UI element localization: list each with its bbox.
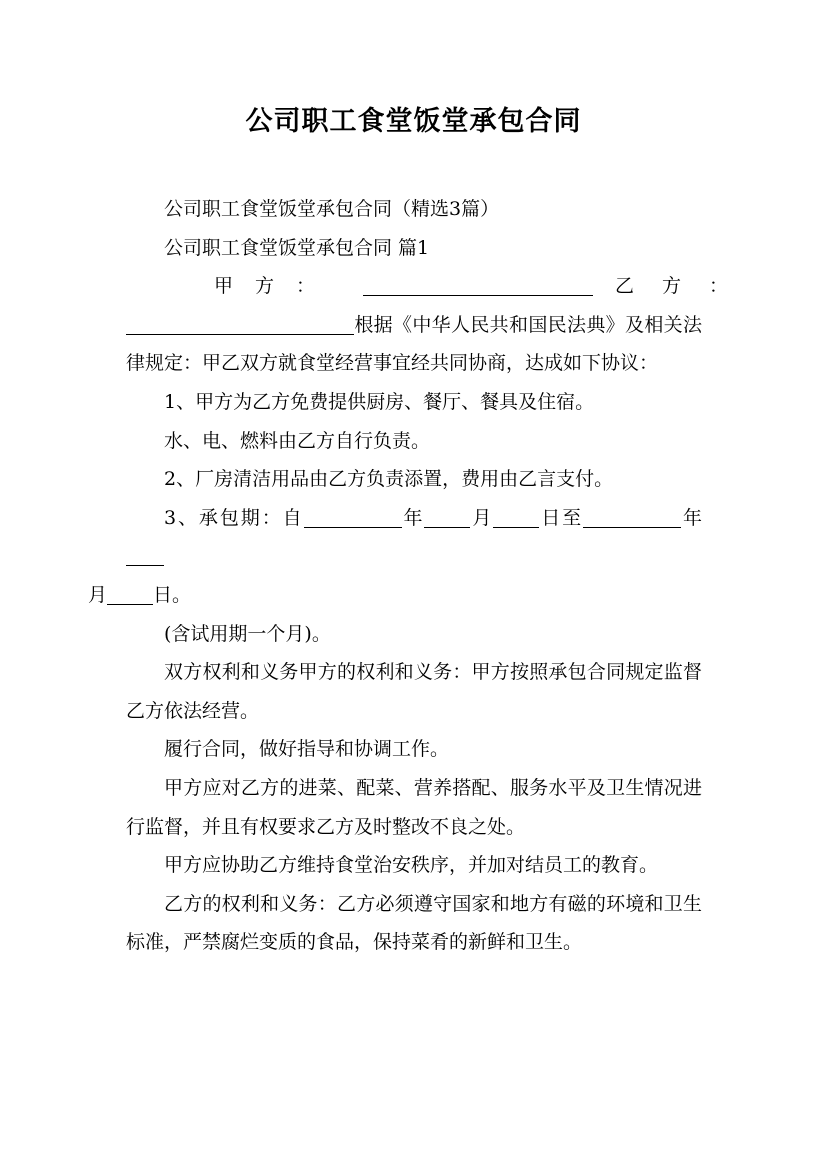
end-day-blank [107, 585, 153, 605]
intro-text: 根据《中华人民共和国民法典》及相关法律规定：甲乙双方就食堂经营事宜经共同协商，达成如下协议： [126, 313, 702, 375]
perform-paragraph: 履行合同，做好指导和协调工作。 [164, 738, 450, 761]
clause-3-day-to: 日至 [539, 506, 584, 529]
clause-3-month2: 月 [88, 583, 108, 606]
clause-3-year1: 年 [401, 506, 425, 529]
section-heading: 公司职工食堂饭堂承包合同 篇1 [164, 236, 430, 259]
end-month-blank-a [126, 546, 164, 566]
document-title: 公司职工食堂饭堂承包合同 [245, 106, 582, 137]
assist-paragraph: 甲方应协助乙方维持食堂治安秩序，并加对结员工的教育。 [164, 854, 659, 877]
rights-paragraph: 双方权利和义务甲方的权利和义务：甲方按照承包合同规定监督乙方依法经营。 [126, 661, 702, 722]
clause-1: 1、甲方为乙方免费提供厨房、餐厅、餐具及住宿。 [164, 390, 595, 413]
party-b-label: 乙方： [615, 275, 757, 298]
supervise-paragraph: 甲方应对乙方的进菜、配菜、营养搭配、服务水平及卫生情况进行监督，并且有权要求乙方及时整改不良之处。 [126, 776, 702, 838]
clause-3-prefix: 3、承包期：自 [164, 506, 304, 529]
trial-period: (含试用期一个月)。 [164, 622, 331, 645]
start-day-blank [493, 508, 539, 528]
clause-2: 2、厂房清洁用品由乙方负责添置，费用由乙言支付。 [164, 468, 614, 491]
intro-paragraph [126, 306, 702, 383]
start-month-blank [424, 508, 470, 528]
party-b-duties-paragraph: 乙方的权利和义务：乙方必须遵守国家和地方有磁的环境和卫生标准，严禁腐烂变质的食品，保持菜肴的新鲜和卫生。 [126, 892, 702, 954]
clause-1b: 水、电、燃料由乙方自行负责。 [164, 429, 431, 452]
party-a-blank [363, 276, 593, 296]
subtitle-paragraph: 公司职工食堂饭堂承包合同（精选3篇） [164, 198, 500, 220]
clause-3-day2: 日。 [153, 583, 192, 606]
clause-3 [88, 499, 702, 615]
end-year-blank [583, 508, 681, 528]
clause-3-month1: 月 [470, 506, 494, 529]
party-b-blank [126, 315, 354, 335]
party-a-label: 甲方： [214, 275, 338, 298]
start-year-blank [304, 508, 402, 528]
clause-3-year2: 年 [681, 506, 702, 529]
parties-line [126, 267, 757, 306]
document-body [88, 190, 757, 962]
